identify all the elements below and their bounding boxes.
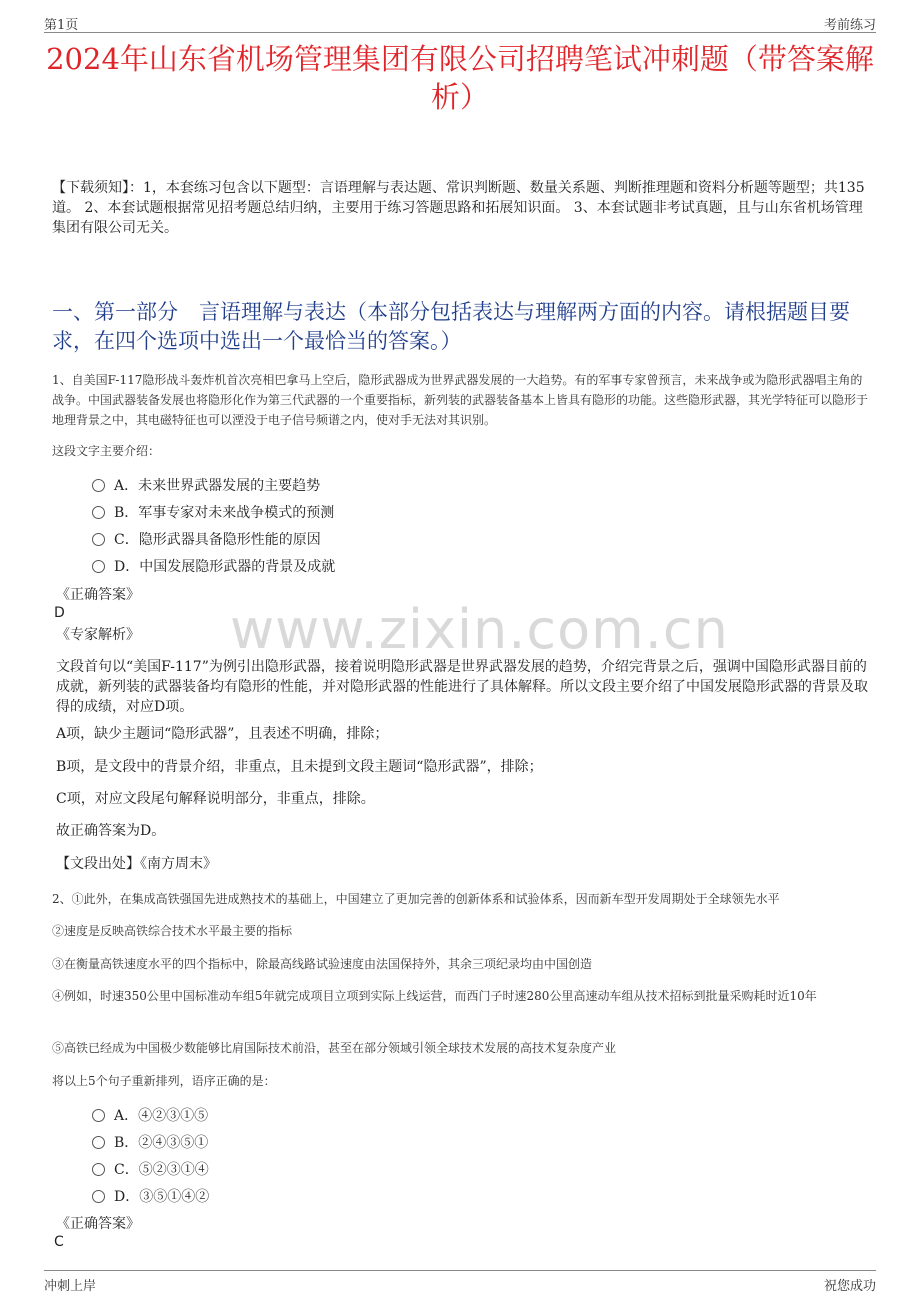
q2-option-c[interactable]: C．⑤②③①④ — [92, 1160, 209, 1180]
q2-option-d[interactable]: D．③⑤①④② — [92, 1187, 209, 1207]
q1-analysis: 文段首句以“美国F-117”为例引出隐形武器，接着说明隐形武器是世界武器发展的趋势，介绍完背景之后，强调中国隐形武器目前的成就，新列装的武器装备均有隐形的性能，并对隐形武器的性能进行了具体解释。所以文段主要介绍了中国发展隐形武器的背景及取得的成绩，对应D项。 — [56, 659, 868, 715]
q1-answer-label: 《正确答案》 — [56, 587, 140, 603]
q2-sentence-4: ④例如，时速350公里中国标准动车组5年就完成项目立项到实际上线运营，而西门子时速280公里高速动车组从技术招标到批量采购耗时近10年 — [52, 989, 817, 1003]
radio-icon[interactable] — [92, 1136, 105, 1149]
section-heading: 一、第一部分 言语理解与表达（本部分包括表达与理解两方面的内容。请根据题目要求，在四个选项中选出一个最恰当的答案。） — [52, 300, 850, 353]
question-1-prompt: 这段文字主要介绍： — [52, 444, 161, 458]
q1-option-a-note: A项，缺少主题词“隐形武器”，且表述不明确，排除； — [56, 726, 389, 742]
page-number: 第1页 — [44, 18, 79, 33]
q2-sentence-2: ②速度是反映高铁综合技术水平最主要的指标 — [52, 924, 293, 938]
header-label: 考前练习 — [823, 18, 876, 33]
q2-sentence-3: ③在衡量高铁速度水平的四个指标中，除最高线路试验速度由法国保持外，其余三项纪录均由中国创造 — [52, 957, 593, 971]
watermark: www.zixin.com.cn — [230, 598, 729, 661]
radio-icon[interactable] — [92, 560, 105, 573]
q2-answer: C — [54, 1234, 64, 1250]
q2-option-b[interactable]: B．②④③⑤① — [92, 1133, 208, 1153]
q2-option-a[interactable]: A．④②③①⑤ — [92, 1106, 208, 1126]
q2-answer-label: 《正确答案》 — [56, 1216, 140, 1232]
q1-option-a[interactable]: A．未来世界武器发展的主要趋势 — [92, 476, 320, 496]
q1-option-b[interactable]: B．军事专家对未来战争模式的预测 — [92, 503, 334, 523]
radio-icon[interactable] — [92, 1163, 105, 1176]
q1-option-c[interactable]: C．隐形武器具备隐形性能的原因 — [92, 530, 321, 550]
footer-left-text: 冲刺上岸 — [44, 1279, 97, 1294]
page-header — [44, 12, 876, 33]
footer-right-text: 祝您成功 — [823, 1279, 876, 1294]
radio-icon[interactable] — [92, 533, 105, 546]
q1-option-d[interactable]: D．中国发展隐形武器的背景及成就 — [92, 557, 335, 577]
radio-icon[interactable] — [92, 1190, 105, 1203]
q1-conclusion: 故正确答案为D。 — [56, 823, 166, 839]
q1-analysis-label: 《专家解析》 — [56, 627, 140, 643]
q1-answer: D — [54, 605, 65, 621]
q1-source: 【文段出处】《南方周末》 — [56, 856, 217, 872]
download-notice: 【下载须知】：1，本套练习包含以下题型：言语理解与表达题、常识判断题、数量关系题、判断推理题和资料分析题等题型；共135道。 2、本套试题根据常见招考题总结归纳，主要用于练习答题思路和拓展知识面。 3、本套试题非考试真题，且与山东省机场管理集团有限公司无关。 — [52, 180, 865, 236]
q1-option-b-note: B项，是文段中的背景介绍，非重点，且未提到文段主题词“隐形武器”，排除； — [56, 759, 543, 775]
radio-icon[interactable] — [92, 479, 105, 492]
radio-icon[interactable] — [92, 1109, 105, 1122]
q2-sentence-1: 2、①此外，在集成高铁强国先进成熟技术的基础上，中国建立了更加完善的创新体系和试验体系，因而新车型开发周期处于全球领先水平 — [52, 892, 780, 906]
q2-prompt: 将以上5个句子重新排列，语序正确的是： — [52, 1074, 276, 1088]
page-footer — [44, 1270, 876, 1295]
document-title: 2024年山东省机场管理集团有限公司招聘笔试冲刺题（带答案解析） — [46, 42, 874, 114]
question-1-stem: 1、自美国F-117隐形战斗轰炸机首次亮相巴拿马上空后，隐形武器成为世界武器发展的一大趋势。有的军事专家曾预言，未来战争或为隐形武器唱主角的战争。中国武器装备发展也将隐形化作为第三代武器的一个重要指标，新列装的武器装备基本上皆具有隐形的功能。这些隐形武器，其光学特征可以隐形于地理背景之中，其电磁特征也可以湮没于电子信号频谱之内，使对手无法对其识别。 — [52, 373, 869, 427]
q1-option-c-note: C项，对应文段尾句解释说明部分，非重点，排除。 — [56, 791, 375, 807]
radio-icon[interactable] — [92, 506, 105, 519]
q2-sentence-5: ⑤高铁已经成为中国极少数能够比肩国际技术前沿，甚至在部分领域引领全球技术发展的高技术复杂度产业 — [52, 1041, 617, 1055]
